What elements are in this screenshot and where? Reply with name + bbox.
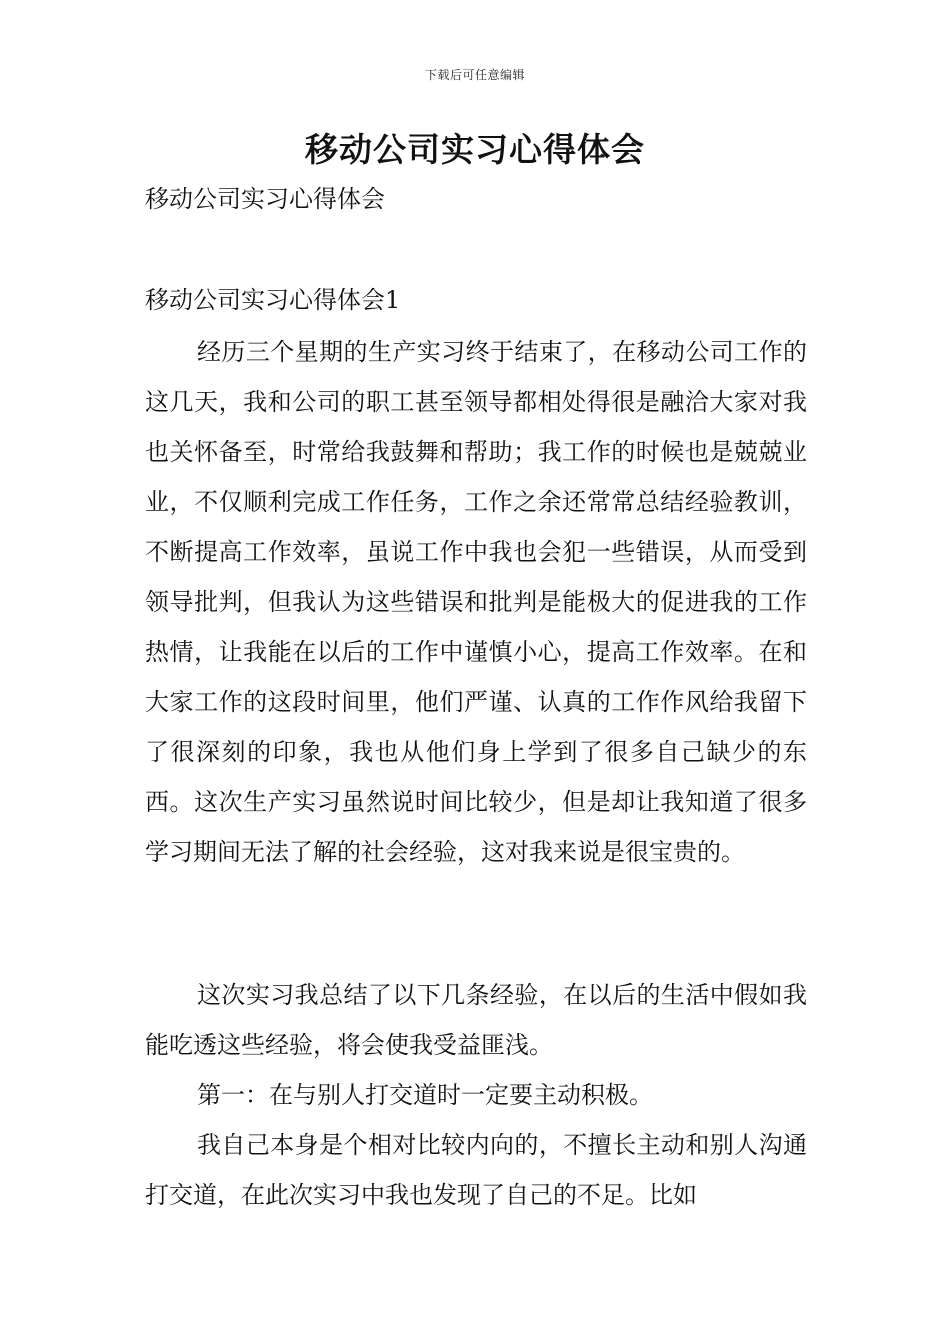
- section-heading: 移动公司实习心得体会1: [145, 286, 401, 314]
- document-subtitle: 移动公司实习心得体会: [145, 185, 385, 213]
- document-title: 移动公司实习心得体会: [305, 130, 645, 169]
- paragraph-2: 这次实习我总结了以下几条经验，在以后的生活中假如我能吃透这些经验，将会使我受益匪浅。: [145, 981, 807, 1059]
- paragraph-1: 经历三个星期的生产实习终于结束了，在移动公司工作的这几天，我和公司的职工甚至领导都相处得很是融洽大家对我也关怀备至，时常给我鼓舞和帮助；我工作的时候也是兢兢业业，不仅顺利完成工作任务，工作之余还常常总结经验教训，不断提高工作效率，虽说工作中我也会犯一些错误，从而受到领导批判，但我认为这些错误和批判是能极大的促进我的工作热情，让我能在以后的工作中谨慎小心，提高工作效率。在和大家工作的这段时间里，他们严谨、认真的工作作风给我留下了很深刻的印象，我也从他们身上学到了很多自己缺少的东西。这次生产实习虽然说时间比较少，但是却让我知道了很多学习期间无法了解的社会经验，这对我来说是很宝贵的。: [145, 338, 807, 866]
- page-header-note: 下载后可任意编辑: [424, 68, 525, 82]
- paragraph-3: 第一：在与别人打交道时一定要主动积极。: [197, 1081, 653, 1109]
- paragraph-4: 我自己本身是个相对比较内向的，不擅长主动和别人沟通打交道，在此次实习中我也发现了自己的不足。比如: [145, 1131, 807, 1209]
